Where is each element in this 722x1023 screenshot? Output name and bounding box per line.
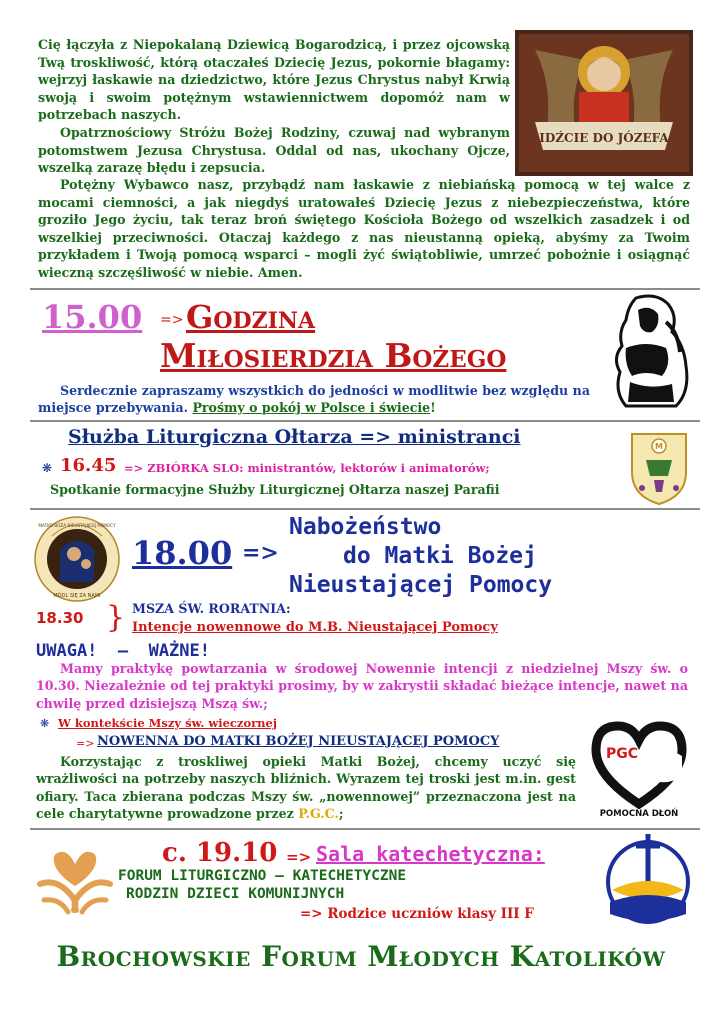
divider xyxy=(30,288,700,290)
forum-line-1: FORUM LITURGICZNO – KATECHETYCZNE xyxy=(118,868,407,884)
notice-heading: UWAGA! – WAŻNE! xyxy=(36,641,210,661)
altar-heading: Służba Liturgiczna Ołtarza => ministranci xyxy=(68,426,521,448)
forum-line-3: => Rodzice uczniów klasy III F xyxy=(300,906,534,922)
mercy-title-line-1: Godzina xyxy=(186,298,316,336)
family-hands-icon xyxy=(34,838,116,920)
footer-title: Brochowskie Forum Młodych Katolików xyxy=(56,940,666,973)
svg-text:M: M xyxy=(655,442,663,451)
icon-bottom-text: MÓDL SIĘ ZA NAMI xyxy=(53,593,101,599)
forum-line-2: RODZIN DZIECI KOMUNIJNYCH xyxy=(126,886,345,902)
saint-joseph-image xyxy=(515,30,693,176)
altar-formation-line: Spotkanie formacyjne Służby Liturgicznej Ołtarza naszej Parafii xyxy=(50,482,500,497)
altar-gathering: => ZBIÓRKA SLO: ministrantów, lektorów i animatorów; xyxy=(124,461,490,475)
charity-text xyxy=(36,753,576,823)
altar-bullet-icon: ❋ xyxy=(42,461,53,475)
divider xyxy=(30,508,700,510)
divine-mercy-image xyxy=(606,292,696,410)
forum-place: Sala katechetyczna: xyxy=(316,842,545,866)
charity-end: ; xyxy=(338,806,344,822)
catechesis-logo xyxy=(604,832,692,928)
mercy-title-line-2: Miłosierdzia Bożego xyxy=(160,336,507,375)
mass-label: MSZA ŚW. RORATNIA: xyxy=(132,601,291,616)
mercy-time: 15.00 xyxy=(42,298,143,336)
mercy-peace-text: Prośmy o pokój w Polsce i świecie xyxy=(192,400,431,415)
novena-time: 18.00 xyxy=(132,534,233,572)
notice-text: Mamy praktykę powtarzania w środowej Nowennie intencji z niedzielnej Mszy św. o 10.30. Niezależnie od tej praktyki prosimy, by w zakrystii składać bieżące intencje, nawet na chwilę przed dzisiejszą Mszą św.; xyxy=(36,661,688,711)
novena-title-line-3: Nieustającej Pomocy xyxy=(289,572,553,598)
prayer-text-bottom xyxy=(38,176,690,282)
our-lady-icon xyxy=(34,516,120,602)
divider xyxy=(30,420,700,422)
prayer-text-top xyxy=(38,36,510,177)
divider xyxy=(30,828,700,830)
novena-title-line-1: Nabożeństwo xyxy=(289,514,442,540)
prayer-paragraph-1: Cię łączyła z Niepokalaną Dziewicą Bogarodzicą, i przez ojcowską Twą troskliwość, którą otaczałeś Dziecię Jezus, pokornie błagamy: wejrzyj łaskawie na dziedzictwo, które Jezus Chrystus nabył Krwią swoją i swoim potężnym wstawiennictwem dopomóż nam w potrzebach naszych. xyxy=(38,37,510,123)
mercy-arrow: => xyxy=(160,312,184,328)
mercy-text: Serdecznie zapraszamy wszystkich do jedności w modlitwie bez względu na miejsce przebywania. xyxy=(38,383,590,415)
charity-body: Korzystając z troskliwej opieki Matki Bożej, chcemy uczyć się wrażliwości na potrzeby naszych bliźnich. Wyrazem tej troski jest m.in. gest ofiary. Taca zbierana podczas Mszy św. „nowennowej” przeznaczona jest na cele charytatywne prowadzone przez xyxy=(36,754,576,822)
prayer-paragraph-2: Opatrznościowy Stróżu Bożej Rodziny, czuwaj nad wybranym potomstwem Jezusa Chrystusa. Oddal od nas, ukochany Ojcze, wszelką zarazę błędu i zepsucia. xyxy=(38,124,510,176)
mass-intentions: Intencje nowennowe do M.B. Nieustającej Pomocy xyxy=(132,620,498,635)
forum-time: c. 19.10 xyxy=(162,838,278,868)
pgc-helping-hand-logo xyxy=(586,716,692,820)
saint-joseph-caption: IDŹCIE DO JÓZEFA xyxy=(539,131,669,145)
notice-context: W kontekście Mszy św. wieczornej xyxy=(58,716,278,730)
altar-time: 16.45 xyxy=(60,455,117,476)
prayer-paragraph-3: Potężny Wybawco nasz, przybądź nam łaskawie z niebiańską pomocą w tej walce z mocami ciemności, a jak niegdyś uratowałeś Dziecię Jezus z niebezpieczeństwa, które groziło Jego życiu, tak teraz broń świętego Kościoła Bożego od wszelkich zasadzek i od wszelkiej przeciwności. Otaczaj każdego z nas nieustanną opieką, abyśmy za Twoim przykładem i Twoją pomocą wsparci – mogli żyć świątobliwie, umrzeć pobożnie i osiągnąć wieczną szczęśliwość w niebie. Amen. xyxy=(38,177,690,280)
forum-arrow: => xyxy=(286,848,312,866)
charity-pgc: P.G.C. xyxy=(298,806,339,822)
altar-server-logo xyxy=(628,432,690,506)
mass-brace: } xyxy=(106,600,126,635)
novena-title-line-2: do Matki Bożej xyxy=(343,543,537,569)
pgc-caption: POMOCNA DŁOŃ xyxy=(599,809,679,819)
pgc-letters: PGC xyxy=(605,746,639,762)
novena-prayer-title: NOWENNA DO MATKI BOŻEJ NIEUSTAJĄCEJ POMOCY xyxy=(97,734,500,749)
mercy-exclamation: ! xyxy=(430,400,436,415)
mass-time: 18.30 xyxy=(36,609,84,627)
novena-arrow: => xyxy=(242,540,279,566)
novena-prayer-arrow: => xyxy=(76,737,95,750)
notice-bullet-icon: ❋ xyxy=(40,717,50,730)
mercy-description xyxy=(38,382,590,416)
icon-ring-text: MATKO BOŻA NIEUSTAJĄCEJ POMOCY xyxy=(38,523,116,528)
